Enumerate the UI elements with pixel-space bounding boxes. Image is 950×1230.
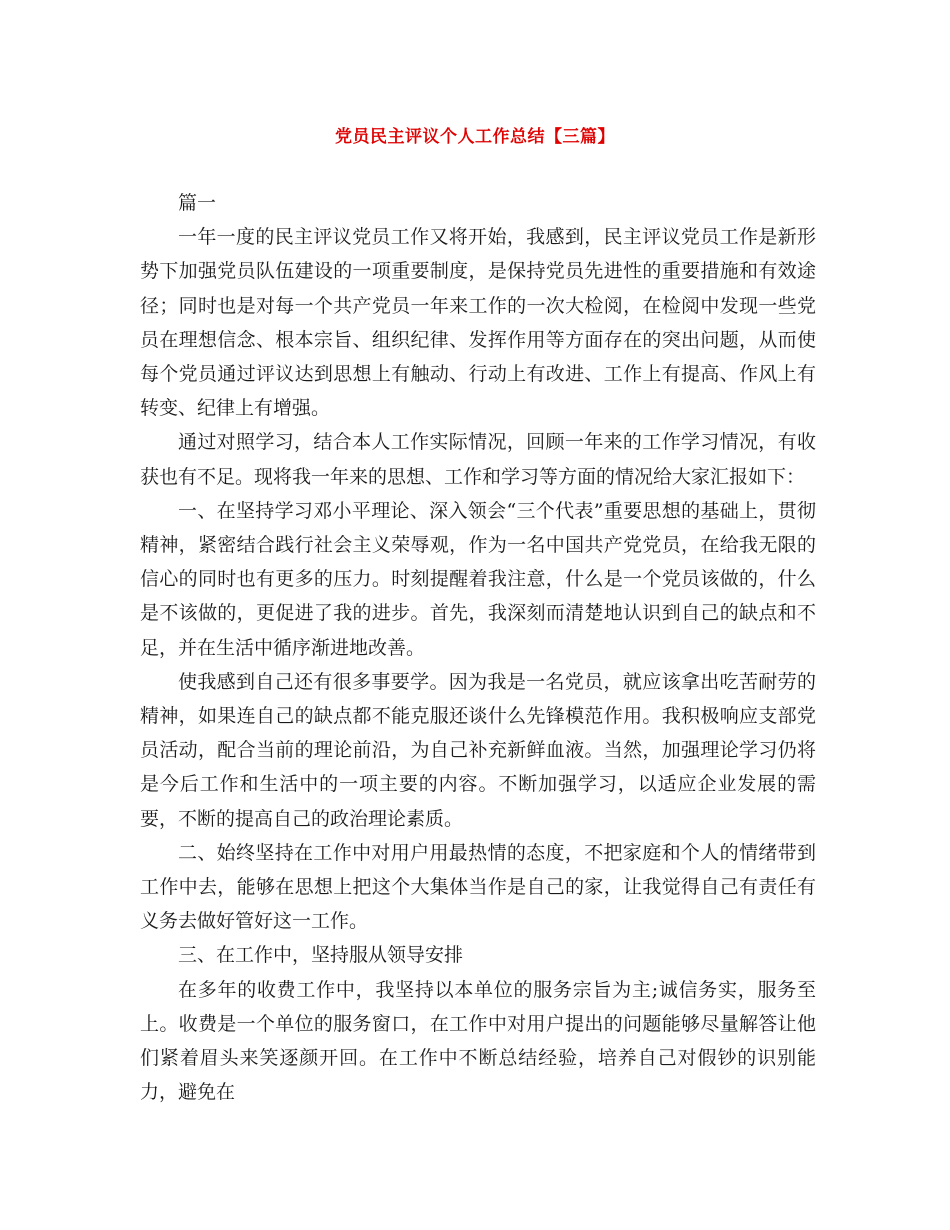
section-heading-part-one: 篇一 [178,192,217,214]
paragraph-review: 通过对照学习，结合本人工作实际情况，回顾一年来的工作学习情况，有收获也有不足。现将我一年来的思想、工作和学习等方面的情况给大家汇报如下： [140,431,816,488]
document-body [140,186,816,1109]
paragraph-point-three: 三、在工作中，坚持服从领导安排 [178,944,464,967]
paragraph-learning: 使我感到自己还有很多事要学。因为我是一名党员，就应该拿出吃苦耐劳的精神，如果连自己的缺点都不能克服还谈什么先锋模范作用。我积极响应支部党员活动，配合当前的理论前沿，为自己补充新鲜血液。当然，加强理论学习仍将是今后工作和生活中的一项主要的内容。不断加强学习，以适应企业发展的需要，不断的提高自己的政治理论素质。 [140,670,816,830]
document-title: 党员民主评议个人工作总结【三篇】 [335,127,615,147]
paragraph-toll-work: 在多年的收费工作中，我坚持以本单位的服务宗旨为主;诚信务实，服务至上。收费是一个单位的服务窗口，在工作中对用户提出的问题能够尽量解答让他们紧着眉头来笑逐颜开回。在工作中不断总结经验，培养自己对假钞的识别能力，避免在 [140,978,816,1104]
paragraph-intro: 一年一度的民主评议党员工作又将开始，我感到，民主评议党员工作是新形势下加强党员队伍建设的一项重要制度，是保持党员先进性的重要措施和有效途径；同时也是对每一个共产党员一年来工作的一次大检阅，在检阅中发现一些党员在理想信念、根本宗旨、组织纪律、发挥作用等方面存在的突出问题，从而使每个党员通过评议达到思想上有触动、行动上有改进、工作上有提高、作风上有转变、纪律上有增强。 [140,226,816,420]
paragraph-point-one: 一、在坚持学习邓小平理论、深入领会“三个代表”重要思想的基础上，贯彻精神，紧密结合践行社会主义荣辱观，作为一名中国共产党党员，在给我无限的信心的同时也有更多的压力。时刻提醒着我注意，什么是一个党员该做的，什么是不该做的，更促进了我的进步。首先，我深刻而清楚地认识到自己的缺点和不足，并在生活中循序渐进地改善。 [140,499,816,659]
paragraph-point-two: 二、始终坚持在工作中对用户用最热情的态度，不把家庭和个人的情绪带到工作中去，能够在思想上把这个大集体当作是自己的家，让我觉得自己有责任有义务去做好管好这一工作。 [140,841,816,933]
